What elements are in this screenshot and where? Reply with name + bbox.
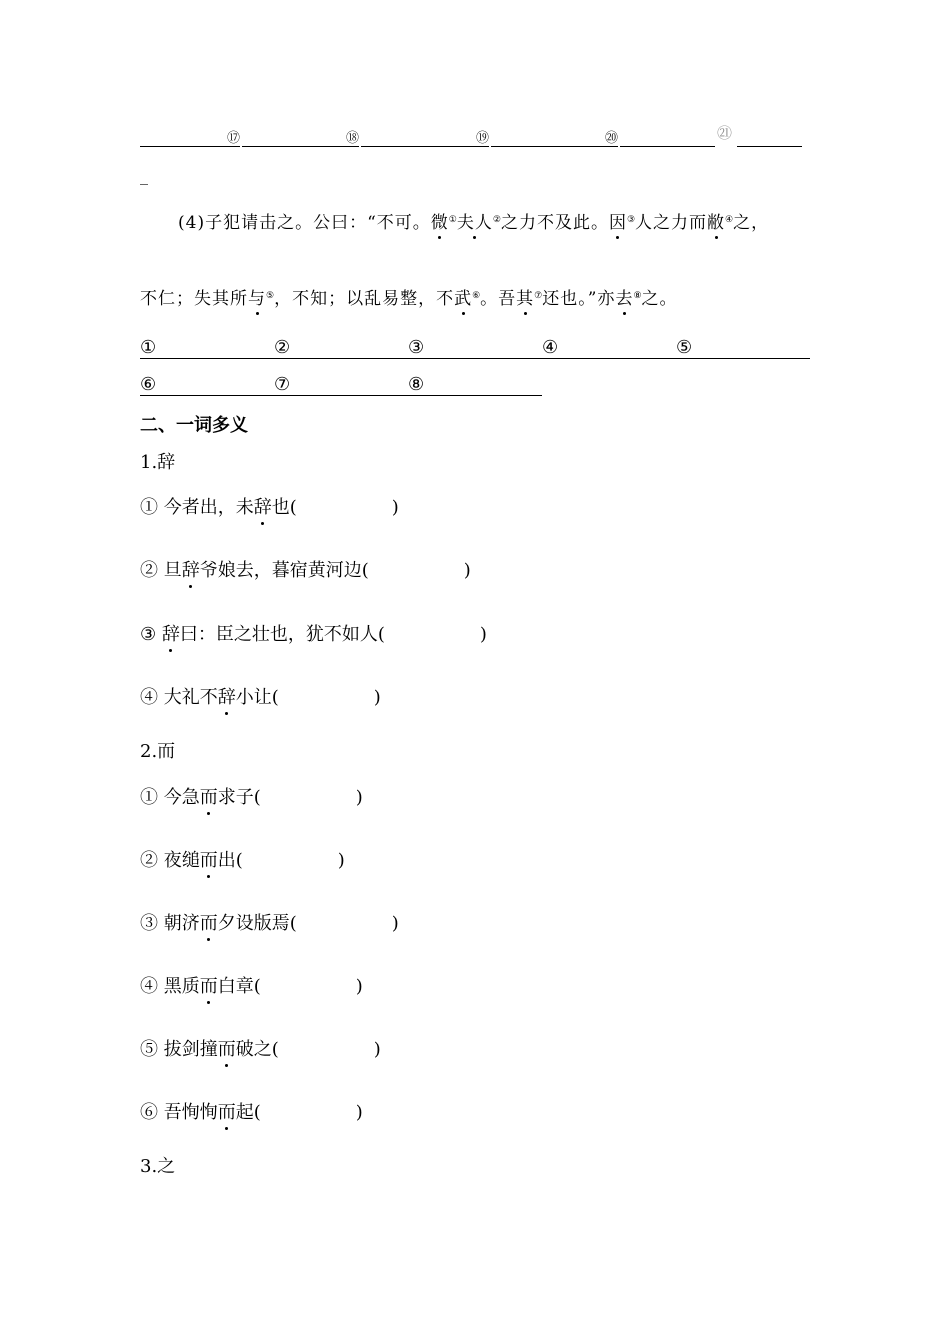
item-text: 黑质 <box>163 976 200 997</box>
close-paren: ) <box>355 976 363 997</box>
annotated-char: 武 <box>454 284 472 309</box>
annotated-char: 去 <box>615 284 633 309</box>
passage-text: 之。 <box>641 289 678 309</box>
item-text: 今急 <box>163 787 200 808</box>
passage-text: 。吾 <box>480 289 517 309</box>
passage-label: (4) <box>178 213 206 233</box>
sense-item <box>140 846 345 872</box>
key-word: 而 <box>200 846 218 872</box>
key-word: 而 <box>218 1098 236 1124</box>
close-paren: ) <box>479 624 487 645</box>
footnote-marker: ⑧ <box>633 291 642 301</box>
footnote-marker: ④ <box>725 215 734 225</box>
key-word: 而 <box>200 909 218 935</box>
close-paren: ) <box>355 787 363 808</box>
item-number: ③ <box>140 624 162 645</box>
item-number: ④ <box>140 976 164 997</box>
sense-item <box>140 972 363 998</box>
item-text: 也( <box>271 497 297 518</box>
annotated-char: 因 <box>609 208 627 233</box>
item-text: 拔剑撞 <box>163 1039 218 1060</box>
answer-row2-num1: ⑥ <box>140 374 157 395</box>
key-word: 辞 <box>182 556 200 582</box>
passage-line2-text <box>140 289 678 309</box>
item-text: 今者出，未 <box>163 497 254 518</box>
marker-17: ⑰ <box>227 131 241 146</box>
item-number: ③ <box>140 913 164 934</box>
answer-row2-num3: ⑧ <box>408 374 425 395</box>
sense-item <box>140 783 363 809</box>
item-number: ⑤ <box>140 1039 164 1060</box>
answer-blank[interactable] <box>737 146 802 147</box>
annotated-char: 敝 <box>707 208 725 233</box>
answer-row-1[interactable] <box>140 338 810 359</box>
passage-line-2 <box>140 284 678 309</box>
item-text: 爷娘去，暮宿黄河边( <box>199 560 369 581</box>
item-number: ④ <box>140 687 164 708</box>
footnote-marker: ② <box>492 215 501 225</box>
footnote-marker: ⑦ <box>534 291 543 301</box>
close-paren: ) <box>337 850 345 871</box>
passage-line1-text <box>205 213 769 233</box>
sense-item <box>140 683 381 709</box>
item-text: 出( <box>217 850 243 871</box>
item-number: ① <box>140 787 164 808</box>
annotated-char: 微 <box>431 208 449 233</box>
item-text: 破之( <box>235 1039 279 1060</box>
footnote-marker: ③ <box>626 215 636 225</box>
passage-text: 还也。”亦 <box>542 289 616 309</box>
answer-blank[interactable] <box>620 146 715 147</box>
sense-item <box>140 909 399 935</box>
sense-item <box>140 556 471 582</box>
answer-blank[interactable] <box>361 146 476 147</box>
annotated-char: 与 <box>248 284 266 309</box>
key-word: 辞 <box>162 620 180 646</box>
sense-item <box>140 1098 363 1124</box>
item-text: 大礼不 <box>163 687 218 708</box>
passage-text: 子犯请击之。公曰：“不可。 <box>205 213 431 233</box>
item-text: 旦 <box>163 560 182 581</box>
item-number: ① <box>140 497 164 518</box>
answer-row1-num3: ③ <box>408 337 425 358</box>
answer-row1-num4: ④ <box>542 337 559 358</box>
close-paren: ) <box>463 560 471 581</box>
passage-text: 之， <box>733 213 770 233</box>
passage-line-1 <box>178 208 769 233</box>
annotated-char: 其 <box>516 284 534 309</box>
section-title: 二、一词多义 <box>140 415 248 436</box>
sense-item <box>140 493 399 519</box>
footnote-marker: ⑤ <box>266 291 275 301</box>
key-word: 而 <box>200 783 218 809</box>
item-text: 吾恂恂 <box>163 1102 218 1123</box>
item-text: 朝济 <box>163 913 200 934</box>
group-label-3: 3.之 <box>140 1156 176 1177</box>
item-text: 起( <box>235 1102 261 1123</box>
trailing-underscore: _ <box>140 166 148 185</box>
footnote-marker: ⑥ <box>472 291 481 301</box>
answer-row1-num2: ② <box>274 337 291 358</box>
close-paren: ) <box>373 687 381 708</box>
answer-row-2[interactable] <box>140 375 542 396</box>
close-paren: ) <box>355 1102 363 1123</box>
key-word: 而 <box>218 1035 236 1061</box>
answer-blank[interactable] <box>242 146 346 147</box>
passage-text: 之力不及此。 <box>500 213 609 233</box>
marker-21: ㉑ <box>717 124 733 142</box>
marker-18: ⑱ <box>346 131 360 146</box>
answer-blank[interactable] <box>140 146 227 147</box>
passage-text: 不仁；失其所 <box>140 289 248 309</box>
passage-text: ，不知；以乱易整，不 <box>274 289 455 309</box>
close-paren: ) <box>391 497 399 518</box>
answer-row1-num1: ① <box>140 337 157 358</box>
marker-20: ⑳ <box>605 131 619 146</box>
answer-row1-num5: ⑤ <box>676 337 693 358</box>
item-number: ② <box>140 850 164 871</box>
marker-19: ⑲ <box>476 131 490 146</box>
close-paren: ) <box>373 1039 381 1060</box>
item-text: 夕设版焉( <box>217 913 297 934</box>
item-text: 曰：臣之壮也，犹不如人( <box>179 624 385 645</box>
answer-blank[interactable] <box>491 146 605 147</box>
close-paren: ) <box>391 913 399 934</box>
group-label-1: 1.辞 <box>140 452 176 473</box>
item-text: 小让( <box>235 687 279 708</box>
item-number: ⑥ <box>140 1102 164 1123</box>
sense-item <box>140 1035 381 1061</box>
passage-text: 人之力而 <box>635 213 708 233</box>
sense-item <box>140 620 487 646</box>
item-number: ② <box>140 560 164 581</box>
footnote-marker: ① <box>448 215 457 225</box>
group-label-2: 2.而 <box>140 741 176 762</box>
item-text: 夜缒 <box>163 850 200 871</box>
item-text: 白章( <box>217 976 261 997</box>
key-word: 辞 <box>218 683 236 709</box>
answer-row2-num2: ⑦ <box>274 374 291 395</box>
item-text: 求子( <box>217 787 261 808</box>
annotated-char: 夫人 <box>457 208 493 233</box>
key-word: 而 <box>200 972 218 998</box>
key-word: 辞 <box>254 493 272 519</box>
